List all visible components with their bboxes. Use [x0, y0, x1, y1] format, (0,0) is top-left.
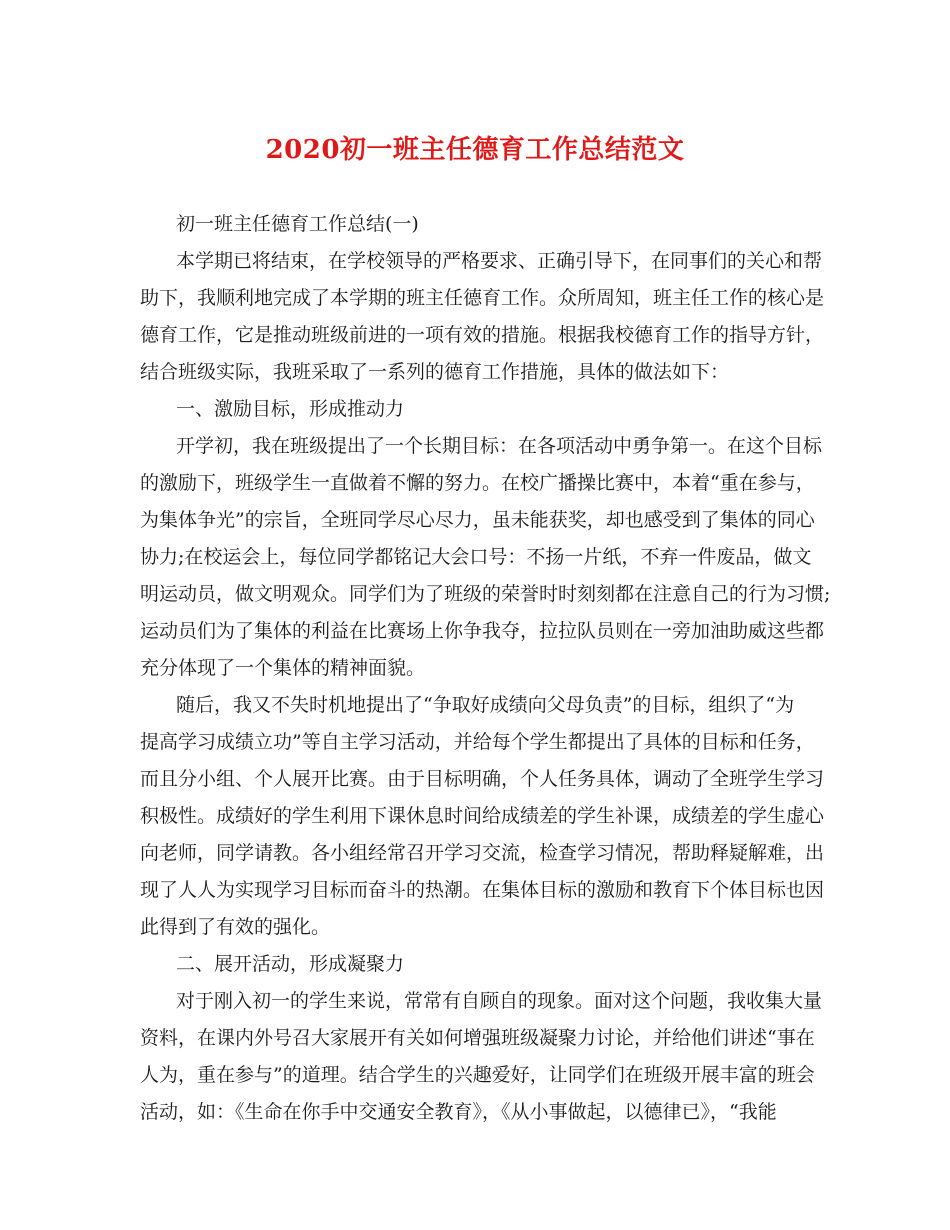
text-line: 对于刚入初一的学生来说，常常有自顾自的现象。面对这个问题，我收集大量 [176, 990, 823, 1012]
text-line: 明运动员，做文明观众。同学们为了班级的荣誉时时刻刻都在注意自己的行为习惯; [140, 583, 831, 605]
text-line: 助下，我顺利地完成了本学期的班主任德育工作。众所周知，班主任工作的核心是 [140, 287, 825, 309]
text-line: 协力;在校运会上，每位同学都铭记大会口号：不扬一片纸，不弃一件废品，做文 [140, 546, 812, 568]
text-line: 结合班级实际，我班采取了一系列的德育工作措施，具体的做法如下： [140, 361, 730, 383]
text-line: 为集体争光”的宗旨，全班同学尽心尽力，虽未能获奖，却也感受到了集体的同心 [140, 509, 815, 531]
text-line: 此得到了有效的强化。 [140, 916, 331, 938]
text-line: 二、展开活动，形成凝聚力 [176, 953, 405, 975]
document-title: 2020初一班主任德育工作总结范文 [265, 135, 685, 165]
text-line: 向老师，同学请教。各小组经常召开学习交流，检查学习情况，帮助释疑解难，出 [140, 842, 825, 864]
text-line: 积极性。成绩好的学生利用下课休息时间给成绩差的学生补课，成绩差的学生虚心 [140, 805, 825, 827]
text-line: 提高学习成绩立功”等自主学习活动，并给每个学生都提出了具体的目标和任务， [140, 731, 815, 753]
text-line: 运动员们为了集体的利益在比赛场上你争我夺，拉拉队员则在一旁加油助威这些都 [140, 620, 825, 642]
text-line: 随后，我又不失时机地提出了“争取好成绩向父母负责”的目标，组织了“为 [176, 694, 795, 716]
text-line: 资料，在课内外号召大家展开有关如何增强班级凝聚力讨论，并给他们讲述“事在 [140, 1027, 815, 1049]
text-line: 本学期已将结束，在学校领导的严格要求、正确引导下，在同事们的关心和帮 [176, 250, 823, 272]
text-line: 一、激励目标，形成推动力 [176, 398, 405, 420]
text-line: 初一班主任德育工作总结(一) [176, 213, 419, 235]
text-line: 而且分小组、个人展开比赛。由于目标明确，个人任务具体，调动了全班学生学习 [140, 768, 825, 790]
text-line: 充分体现了一个集体的精神面貌。 [140, 657, 426, 679]
text-line: 人为，重在参与”的道理。结合学生的兴趣爱好，让同学们在班级开展丰富的班会 [140, 1064, 815, 1086]
text-line: 活动，如：《生命在你手中交通安全教育》，《从小事做起，以德律已》，“我能 [140, 1101, 777, 1123]
text-line: 现了人人为实现学习目标而奋斗的热潮。在集体目标的激励和教育下个体目标也因 [140, 879, 825, 901]
text-line: 德育工作，它是推动班级前进的一项有效的措施。根据我校德育工作的指导方针， [140, 324, 825, 346]
document-body [140, 206, 831, 1131]
text-line: 的激励下，班级学生一直做着不懈的努力。在校广播操比赛中，本着“重在参与， [140, 472, 815, 494]
text-line: 开学初，我在班级提出了一个长期目标：在各项活动中勇争第一。在这个目标 [176, 435, 823, 457]
